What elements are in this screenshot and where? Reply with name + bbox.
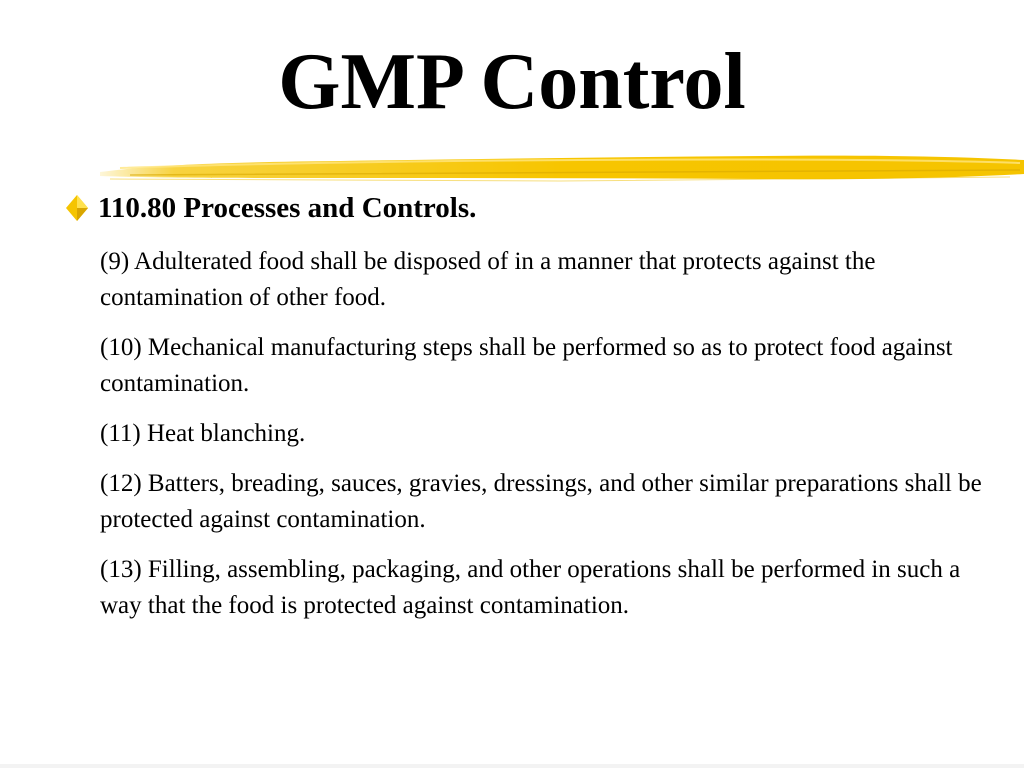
section-heading: 110.80 Processes and Controls. [98, 192, 477, 224]
slide-title: GMP Control [278, 38, 746, 126]
yellow-brush-stroke [100, 148, 1024, 188]
list-item: (13) Filling, assembling, packaging, and other operations shall be performed in such a way that the food is protected against contamination. [100, 556, 967, 619]
list-item: (11) Heat blanching. [100, 420, 306, 447]
section-heading-row [64, 190, 476, 226]
list-item: (12) Batters, breading, sauces, gravies, dressings, and other similar preparations shall be protected against contamination. [100, 470, 995, 533]
list-item: (9) Adulterated food shall be disposed of in a manner that protects against the contamination of other food. [100, 248, 882, 311]
regulation-list [100, 244, 1000, 638]
list-item: (10) Mechanical manufacturing steps shall be performed so as to protect food against contamination. [100, 334, 959, 397]
bottom-divider [0, 764, 1024, 768]
diamond-bullet-icon [64, 193, 90, 223]
